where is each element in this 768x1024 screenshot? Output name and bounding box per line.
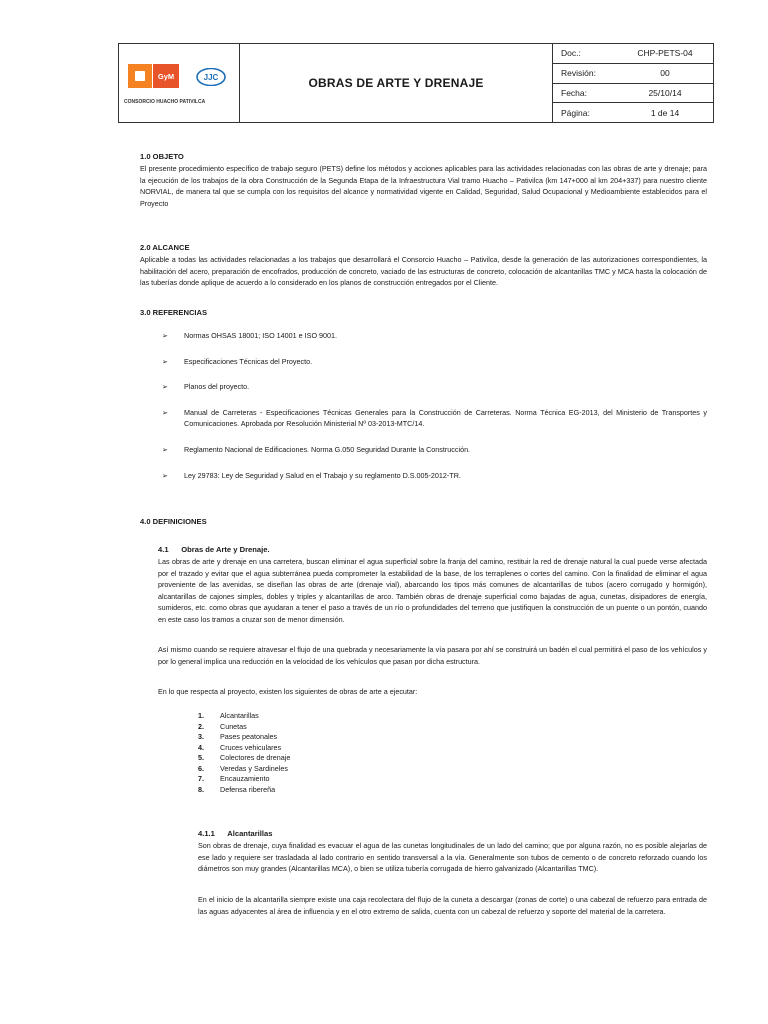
subsection-heading-alcantarillas: 4.1.1 Alcantarillas — [198, 829, 273, 838]
reference-text: Ley 29783: Ley de Seguridad y Salud en el Trabajo y su reglamento D.S.005-2012-TR. — [184, 470, 461, 480]
paragraph-obras-2: Así mismo cuando se requiere atravesar el flujo de una quebrada y necesariamente la vía pasara por ahí se construirá un badén el cual permitirá el paso de los vehículos y por lo general implica una reducción en la velocidad de los vehículos que pasan por dicha estructura. — [158, 645, 707, 666]
paragraph-alcantarillas-2: En el inicio de la alcantarilla siempre existe una caja recolectara del flujo de la cuneta a descargar (zonas de corte) o una cabezal de refuerzo para entrada de las aguas adyacentes al área de influencia y en el otro extremo de salida, cuenta con un cabezal de refuerzo y soporte del material de la carretera. — [198, 895, 707, 916]
list-number: 4. — [198, 742, 204, 752]
list-item — [162, 444, 707, 456]
list-text: Colectores de drenaje — [220, 753, 291, 762]
list-item — [198, 732, 290, 743]
meta-key: Fecha: — [561, 87, 587, 98]
meta-row-page — [553, 103, 713, 122]
meta-row-doc — [553, 44, 713, 64]
reference-text: Especificaciones Técnicas del Proyecto. — [184, 356, 313, 366]
list-number: 8. — [198, 784, 204, 794]
list-item — [198, 753, 290, 764]
paragraph-obras-1: Las obras de arte y drenaje en una carretera, buscan eliminar el agua superficial sobre la franja del camino, restituir la red de drenaje natural la cual puede verse afectada por el trazado y evitar que el agua subterránea pueda comprometer la estabilidad de la base, de los terraplenes o cortes del camino. Con la finalidad de eliminar el agua proveniente de las avenidas, se diseñan las obras de arte (drenaje vial), abarcando los tipos más comunes de alcantarillas de tubos (acero corrugado y hormigón), alcantarillas de cajones simples, dobles y triples y alcantarillas de arco. También obras de drenaje superficial como bajadas de agua, cunetas, disipadores de energía, sumideros, etc. como obras que ayudaran a tener el paso a través de un río o profundidades del terreno que justifiquen la construcción de un puente o un pontón, cuando en este caso los tramos a cruzar son de menor dimensión. — [158, 557, 707, 624]
list-text: Defensa ribereña — [220, 784, 276, 794]
reference-text: Reglamento Nacional de Edificaciones. Norma G.050 Seguridad Durante la Construcción. — [184, 444, 471, 454]
arrow-bullet-icon: ➢ — [162, 470, 169, 480]
list-number: 7. — [198, 774, 204, 783]
reference-text: Manual de Carreteras - Especificaciones Técnicas Generales para la Construcción de Carreteras. Norma Técnica EG-2013, del Ministerio de Transportes y Comunicaciones. Aprobada por Resolución Ministerial Nº 03-2013-MTC/14. — [184, 407, 707, 429]
arrow-bullet-icon: ➢ — [162, 382, 169, 392]
list-item — [162, 330, 707, 342]
works-list — [198, 711, 290, 795]
document-meta — [553, 44, 713, 122]
arrow-bullet-icon: ➢ — [162, 444, 169, 454]
logo-gym-square: GyM — [153, 64, 179, 88]
paragraph-alcance: Aplicable a todas las actividades relacionadas a los trabajos que desarrollará el Consorcio Huacho – Pativilca, desde la generación de las autorizaciones correspondientes, la habilitación del acero, preparación de encofrados, producción de concreto, vaciado de las estructuras de concreto, colocación de alcantarillas TMC y MCA hasta la colocación de las tuberías donde aplique de acuerdo a lo considerado en los planos de construcción entregados por el Cliente. — [140, 255, 707, 288]
list-item — [162, 407, 707, 430]
list-item — [198, 722, 290, 733]
paragraph-alcantarillas-1: Son obras de drenaje, cuya finalidad es evacuar el agua de las cunetas longitudinales de un lado del camino; que por alguna razón, no es posible alejarlas de ese lado y requiere ser trasladada al lado contrario en sentido transversal a la vía. Generalmente son tubos de cemento o de concreto reforzado cuando los diámetros son muy grandes (Alcantarillas MCA), o bien se utiliza tubería corrugada de hierro galvanizado (Alcantarillas TMC). — [198, 841, 707, 874]
list-number: 6. — [198, 763, 204, 773]
list-text: Pases peatonales — [220, 732, 278, 741]
arrow-bullet-icon: ➢ — [162, 407, 169, 417]
list-item — [162, 356, 707, 368]
meta-key: Página: — [561, 107, 590, 118]
logo-orange-square — [128, 64, 152, 88]
list-number: 3. — [198, 732, 204, 741]
list-number: 1. — [198, 711, 204, 720]
list-text: Veredas y Sardineles — [220, 763, 288, 773]
meta-value: CHP-PETS-04 — [637, 48, 693, 59]
meta-key: Doc.: — [561, 48, 581, 59]
list-text: Encauzamiento — [220, 774, 270, 783]
company-logo — [119, 44, 240, 122]
reference-text: Normas OHSAS 18001; ISO 14001 e ISO 9001. — [184, 331, 338, 340]
section-heading-objeto: 1.0 OBJETO — [140, 152, 184, 161]
logo-jjc-text: JJC — [203, 73, 219, 82]
list-item — [198, 785, 290, 796]
arrow-bullet-icon: ➢ — [162, 356, 169, 366]
meta-key: Revisión: — [561, 68, 596, 79]
meta-row-revision — [553, 64, 713, 84]
list-number: 5. — [198, 753, 204, 762]
list-text: Cruces vehiculares — [220, 742, 282, 752]
list-item — [198, 774, 290, 785]
list-text: Alcantarillas — [220, 711, 259, 720]
paragraph-obras-3: En lo que respecta al proyecto, existen los siguientes de obras de arte a ejecutar: — [158, 687, 418, 696]
list-item — [198, 711, 290, 722]
list-text: Cunetas — [220, 721, 247, 731]
list-item — [162, 470, 707, 482]
list-number: 2. — [198, 721, 204, 731]
paragraph-objeto: El presente procedimiento específico de trabajo seguro (PETS) define los métodos y acciones aplicables para las actividades relacionadas con las obras de arte y drenaje; para la ejecución de los trabajos de la obra Construcción de la Segunda Etapa de la Infraestructura Vial tramo Huacho – Pativilca (km 147+000 al km 204+337) para nuestro cliente NORVIAL, de manera tal que se cumpla con los requisitos del alcance y normatividad vigente en Calidad, Seguridad, Salud Ocupacional y Medioambiente establecidos para el Proyecto — [140, 164, 707, 208]
section-heading-definiciones: 4.0 DEFINICIONES — [140, 517, 207, 526]
section-heading-alcance: 2.0 ALCANCE — [140, 243, 190, 252]
logo-jjc-icon — [196, 68, 226, 86]
meta-value: 25/10/14 — [648, 87, 682, 98]
list-item — [198, 743, 290, 754]
consortium-name: CONSORCIO HUACHO PATIVILCA — [124, 99, 206, 105]
meta-value: 1 de 14 — [650, 107, 680, 118]
section-heading-referencias: 3.0 REFERENCIAS — [140, 308, 208, 317]
references-list — [162, 330, 707, 481]
list-item — [162, 381, 707, 393]
meta-row-date — [553, 84, 713, 104]
meta-value: 00 — [660, 68, 670, 79]
document-header — [118, 43, 714, 123]
reference-text: Planos del proyecto. — [184, 382, 250, 392]
arrow-bullet-icon: ➢ — [162, 331, 169, 340]
list-item — [198, 764, 290, 775]
document-title: OBRAS DE ARTE Y DRENAJE — [240, 44, 553, 122]
subsection-heading-obras: 4.1 Obras de Arte y Drenaje. — [158, 545, 270, 554]
